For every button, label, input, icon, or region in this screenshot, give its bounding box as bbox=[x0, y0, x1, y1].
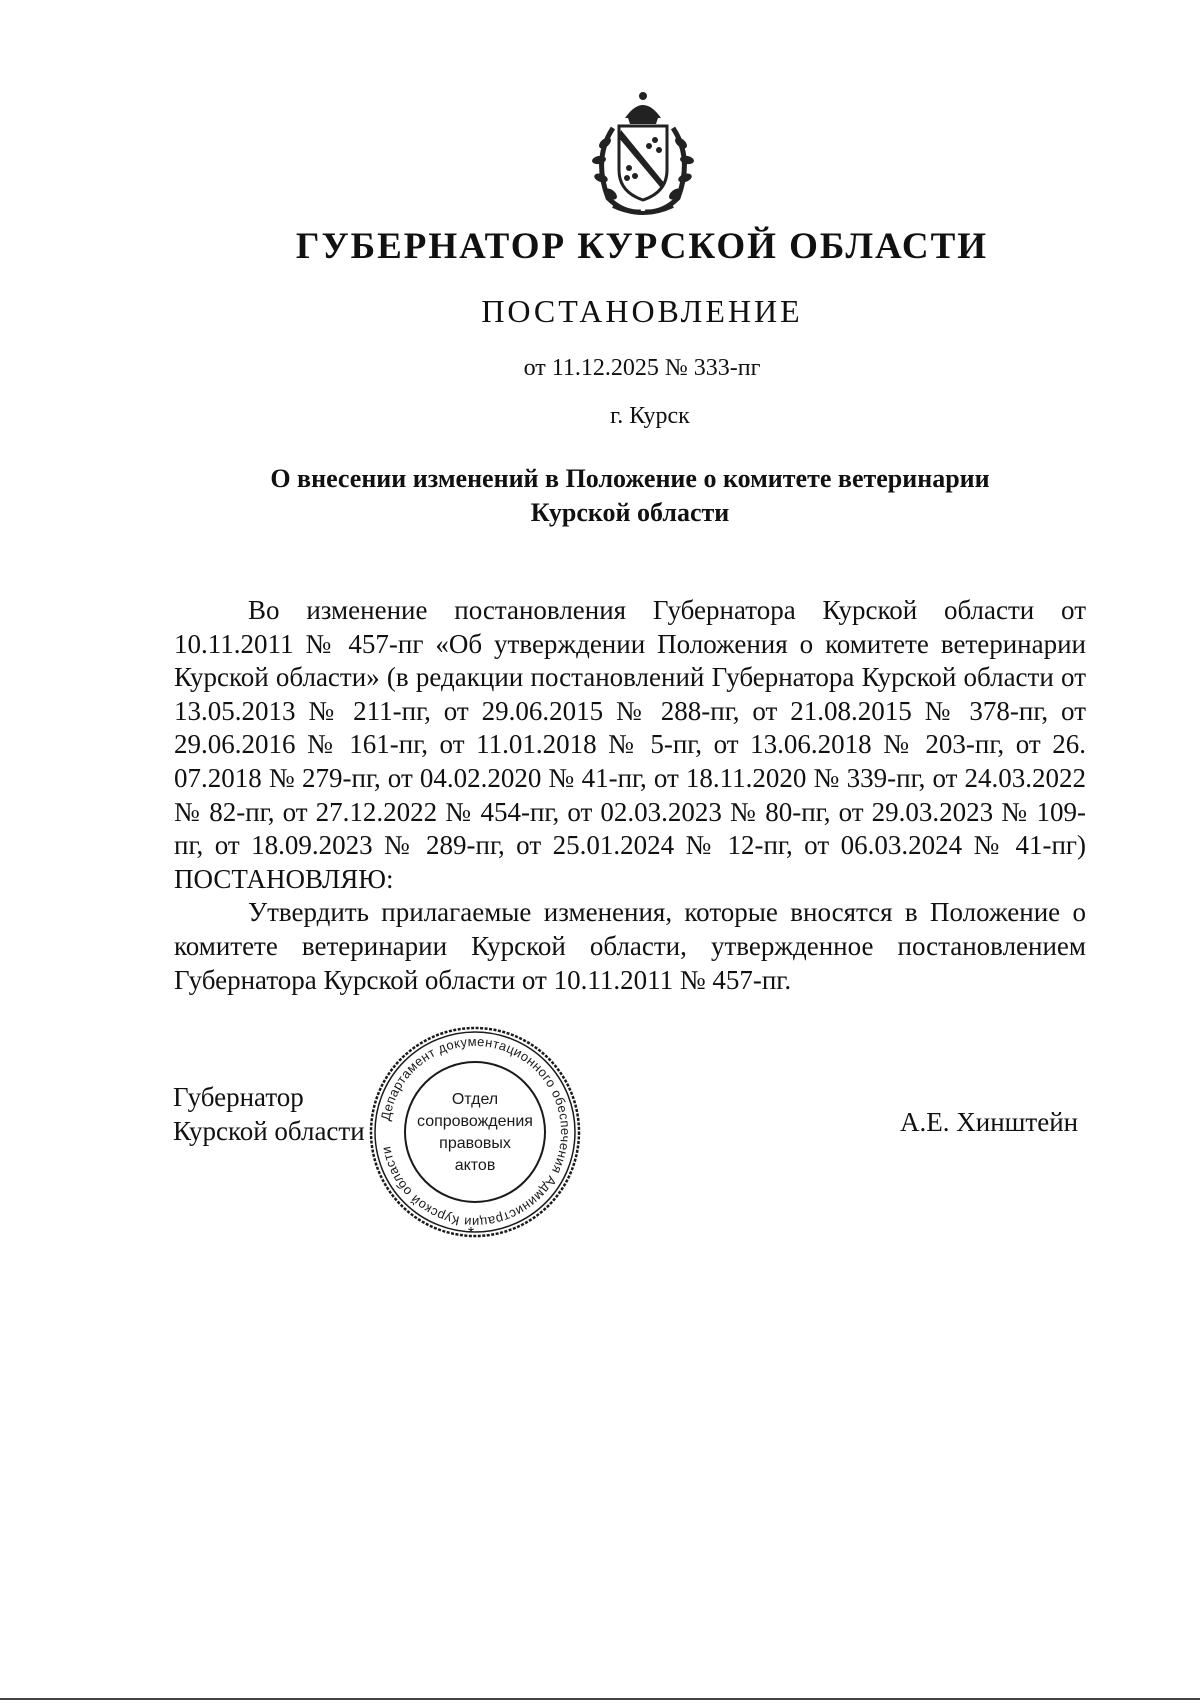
issuing-authority: ГУБЕРНАТОР КУРСКОЙ ОБЛАСТИ bbox=[295, 226, 989, 267]
signatory-position-line-2: Курской области bbox=[173, 1116, 365, 1146]
document-number-date: от 11.12.2025 № 333-пг bbox=[523, 355, 761, 381]
page-bottom-edge bbox=[0, 1698, 1200, 1700]
signatory-position bbox=[173, 1080, 365, 1148]
title-line-1: О внесении изменений в Положение о комитете ветеринарии bbox=[270, 464, 990, 493]
stamp-center-line-4: актов bbox=[454, 1157, 496, 1174]
official-stamp bbox=[365, 1022, 585, 1242]
stamp-center-line-2: сопровождения bbox=[417, 1113, 533, 1130]
body-paragraph-1: Во изменение постановления Губернатора Курской области от 10.11.2011 № 457-пг «Об утверждении Положения о комитете ветеринарии Курской области» (в редакции постановлений Губернатора Курской области от 13.05.2013 № 211-пг, от 29.06.2015 № 288-пг, от 21.08.2015 № 378-пг, от 29.06.2016 № 161-пг, от 11.01.2018 № 5-пг, от 13.06.2018 № 203-пг, от 26. 07.2018 № 279-пг, от 04.02.2020 № 41-пг, от 18.11.2020 № 339-пг, от 24.03.2022 № 82-пг, от 27.12.2022 № 454-пг, от 02.03.2023 № 80-пг, от 29.03.2023 № 109-пг, от 18.09.2023 № 289-пг, от 25.01.2024 № 12-пг, от 06.03.2024 № 41-пг) ПОСТАНОВЛЯЮ: bbox=[174, 595, 1086, 894]
stamp-center-line-3: правовых bbox=[439, 1135, 511, 1152]
document-city: г. Курск bbox=[610, 403, 690, 429]
signatory-name: А.Е. Хинштейн bbox=[900, 1107, 1079, 1137]
signatory-position-line-1: Губернатор bbox=[173, 1082, 304, 1112]
stamp-center-line-1: Отдел bbox=[451, 1091, 499, 1108]
coat-of-arms-icon bbox=[583, 88, 703, 218]
title-line-2: Курской области bbox=[530, 498, 730, 527]
stamp-star: * bbox=[467, 1225, 475, 1242]
document-title bbox=[230, 462, 1030, 530]
document-type: ПОСТАНОВЛЕНИЕ bbox=[481, 293, 803, 329]
body-paragraph-2: Утвердить прилагаемые изменения, которые вносятся в Положение о комитете ветеринарии Курской области, утвержденное постановлением Губернатора Курской области от 10.11.2011 № 457-пг. bbox=[174, 897, 1086, 995]
stamp-ring-text: Департамент документационного обеспечения Администрации Курской области bbox=[377, 1033, 574, 1231]
document-body bbox=[174, 594, 1086, 997]
